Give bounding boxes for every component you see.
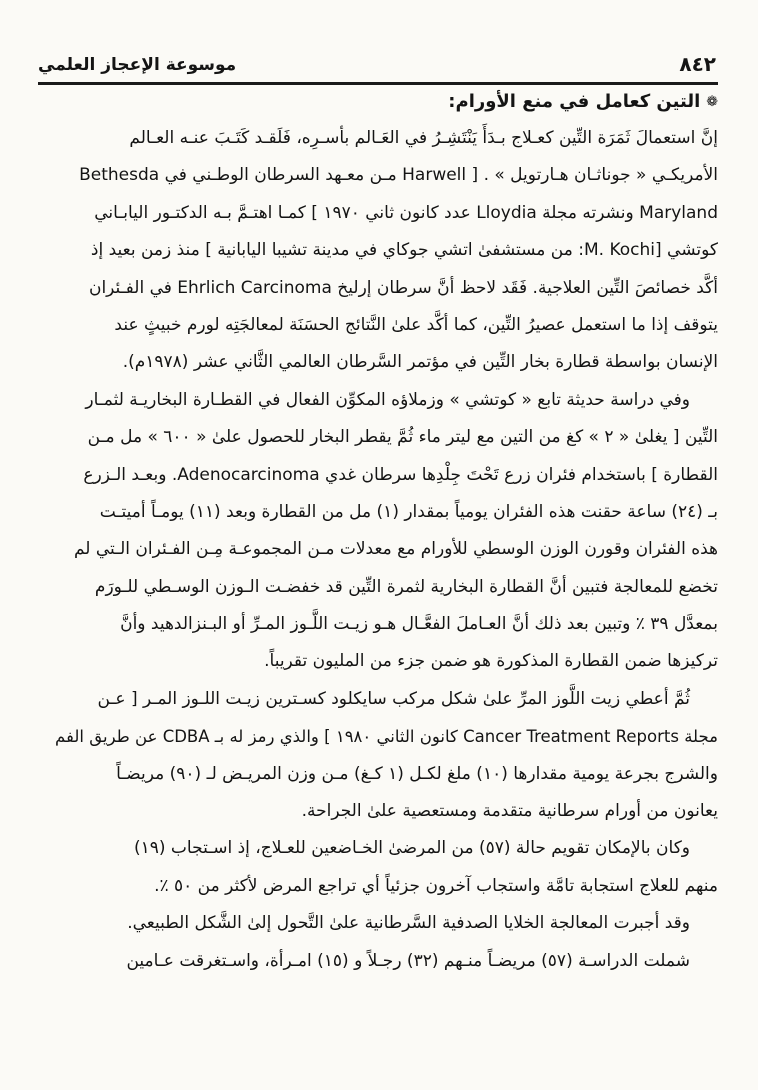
text-line: وكان بالإمكان تقويم حالة (٥٧) من المرضىٰ الخـاضعين للعـلاج، إذ اسـتجاب (١٩) (133, 838, 690, 859)
text-line: مجلة Cancer Treatment Reports كانون الثاني ١٩٨٠ ] والذي رمز له بـ CDBA عن طريق الفم (55, 727, 718, 747)
text-line: شملت الدراسـة (٥٧) مريضـاً منـهم (٣٢) رجـلاً و (١٥) امـرأة، واسـتغرقت عـامين (126, 950, 690, 971)
text-line: يعانون من أورام سرطانية متقدمة ومستعصية علىٰ الجراحة. (301, 801, 718, 822)
running-title: موسوعة الإعجاز العلمي (38, 55, 237, 75)
text-line: تركيزها ضمن القطارة المذكورة هو ضمن جزء من المليون تقريباً. (264, 651, 718, 672)
text-line: الإنسان بواسطة قطارة بخار التِّين في مؤتمر السَّرطان العالمي الثَّاني عشر (١٩٧٨م). (122, 352, 718, 373)
section-heading-text: التين كعامل في منع الأورام: (448, 91, 701, 112)
text-line: وقد أجبرت المعالجة الخلايا الصدفية السَّرطانية علىٰ التَّحول إلىٰ الشَّكل الطبيعي. (127, 913, 690, 934)
text-line: ثُمَّ أعطي زيت اللَّوز المرِّ علىٰ شكل مركب سايكلود كسـترين زيـت اللـوز المـر [ عـن (97, 688, 690, 709)
text-line: Maryland ونشرته مجلة Lloydia عدد كانون ثاني ١٩٧٠ ] كمـا اهتـمَّ بـه الدكتـور اليابـاني (94, 202, 718, 223)
text-line: وفي دراسة حديثة تابع « كوتشي » وزملاؤه المكوِّن الفعال في القطـارة البخاريـة لثمـار (85, 389, 690, 410)
text-line: كوتشي [M. Kochi: من مستشفىٰ اتشي جوكاي في مدينة تشيبا اليابانية ] منذ زمن بعيد إذ (90, 240, 718, 261)
text-line: أكَّد خصائصَ التِّين العلاجية. فَقَد لاحظ أنَّ سرطان إرليخ Ehrlich Carcinoma في الفـئران (88, 277, 718, 298)
flower-ornament-icon: ❁ (706, 94, 718, 110)
text-line: والشرج بجرعة يومية مقدارها (١٠) ملغ لكـل (١ كـغ) مـن وزن المريـض لـ (٩٠) مريضـاً (116, 763, 718, 784)
page-number: ٨٤٢ (679, 52, 716, 76)
text-line: تخضع للمعالجة فتبين أنَّ القطارة البخارية لثمرة التِّين قد خفضـت الـوزن الوسـطي للـورَم (94, 576, 718, 597)
text-line: هذه الفئران وقورن الوزن الوسطي للأورام مع معدلات مـن المجموعـة مِـن الفـئران الـتي لم (73, 539, 718, 560)
page-body (40, 84, 718, 980)
section-heading (40, 84, 718, 120)
text-line: بـ (٢٤) ساعة حقنت هذه الفئران يومياً بمقدار (١) مل من القطارة وبعد (١١) يومـاً أميتـت (99, 501, 718, 522)
body-text (40, 120, 718, 980)
text-line: إنَّ استعمالَ ثَمَرَة التِّين كعـلاج بـدَأَ يَنْتَشِـرُ في العَـالم بأسـرِه، فَلَقـد كَتَـبَ عنـه العـالم (129, 128, 718, 148)
text-line: منهم للعلاج استجابة تامَّة واستجاب آخرون جزئياً أي تراجع المرض لأكثر من ٥٠ ٪. (154, 875, 718, 896)
text-line: بمعدَّل ٣٩ ٪ وتبين بعد ذلك أنَّ العـاملَ الفعَّـال هـو زيـت اللَّـوز المـرِّ أو البـنزالدهيد وأنَّ (120, 614, 718, 635)
text-line: القطارة ] باستخدام فئران زرع تَحْتَ جِلْدِها سرطان غدي Adenocarcinoma. وبعـد الـزرع (83, 464, 718, 485)
text-line: الأمريكـي « جوناثـان هـارتويل » . [ Harwell مـن معـهد السرطان الوطـني في Bethesda (79, 165, 718, 186)
text-line: يتوقف إذا ما استعمل عصيرُ التِّين، كما أكَّد علىٰ النَّتائج الحسَنَة لمعالجَتِه لورم خبيثٍ عند (114, 314, 718, 335)
page-header (38, 50, 716, 80)
text-line: التِّين [ يغلىٰ « ٢ » كغ من التين مع ليتر ماء ثُمَّ يقطر البخار للحصول علىٰ « ٦٠٠ » مل مـن (87, 427, 718, 448)
